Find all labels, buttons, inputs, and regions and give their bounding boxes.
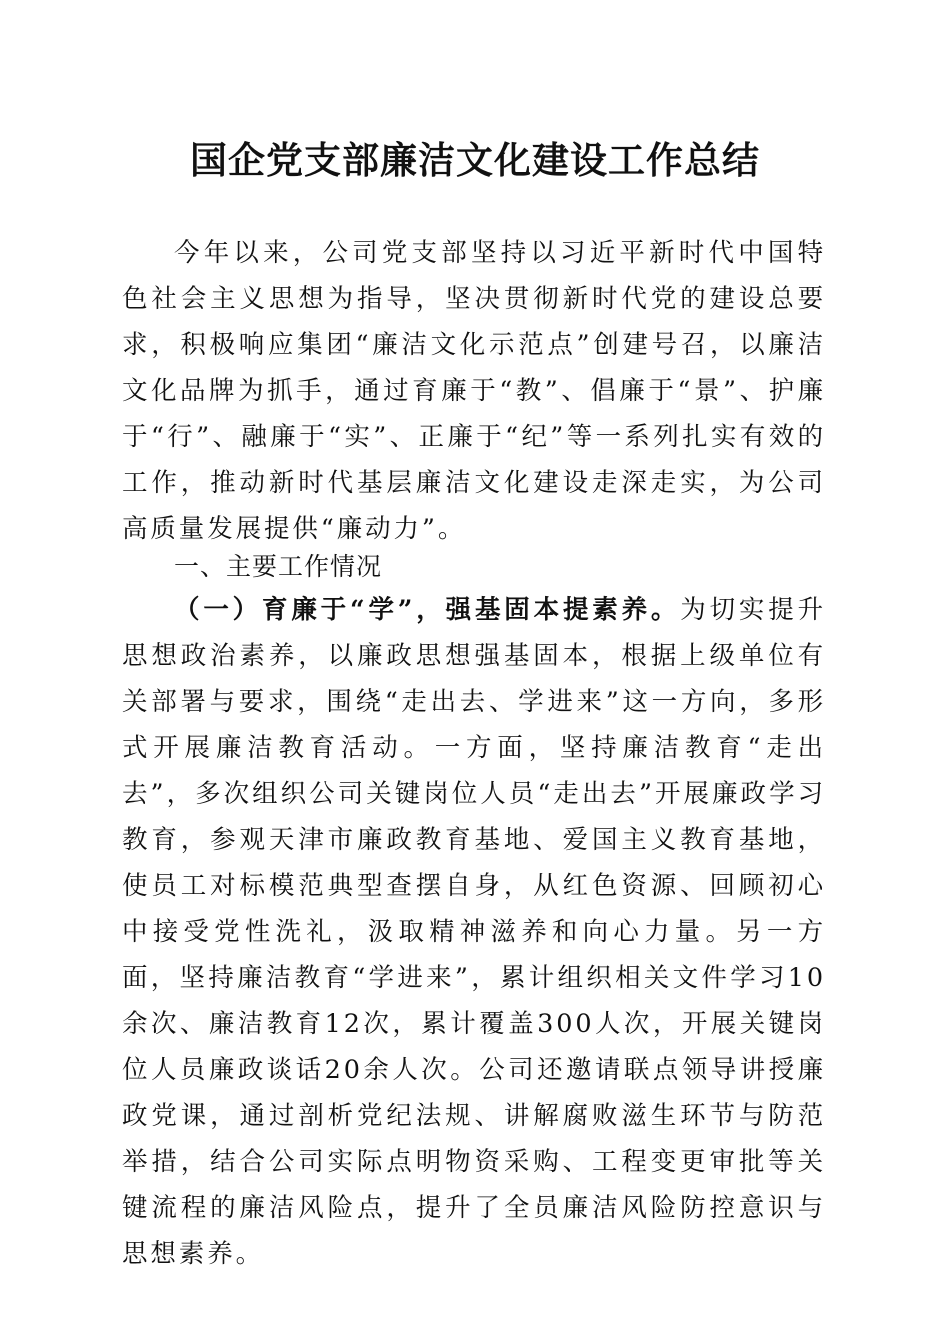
document-title: 国企党支部廉洁文化建设工作总结: [190, 138, 760, 182]
paragraph-lead: （一）育廉于“学”，强基固本提素养。: [174, 595, 681, 625]
body-paragraph: [122, 587, 826, 1277]
paragraph-body: 为切实提升思想政治素养，以廉政思想强基固本，根据上级单位有关部署与要求，围绕“走出去、学进来”这一方向，多形式开展廉洁教育活动。一方面，坚持廉洁教育“走出去”，多次组织公司关键岗位人员“走出去”开展廉政学习教育，参观天津市廉政教育基地、爱国主义教育基地，使员工对标模范典型查摆自身，从红色资源、回顾初心中接受党性洗礼，汲取精神滋养和向心力量。另一方面，坚持廉洁教育“学进来”，累计组织相关文件学习10余次、廉洁教育12次，累计覆盖300人次，开展关键岗位人员廉政谈话20余人次。公司还邀请联点领导讲授廉政党课，通过剖析党纪法规、讲解腐败滋生环节与防范举措，结合公司实际点明物资采购、工程变更审批等关键流程的廉洁风险点，提升了全员廉洁风险防控意识与思想素养。: [122, 595, 826, 1269]
section-heading: 一、主要工作情况: [174, 552, 383, 581]
intro-paragraph: 今年以来，公司党支部坚持以习近平新时代中国特色社会主义思想为指导，坚决贯彻新时代党的建设总要求，积极响应集团“廉洁文化示范点”创建号召，以廉洁文化品牌为抓手，通过育廉于“教”、倡廉于“景”、护廉于“行”、融廉于“实”、正廉于“纪”等一系列扎实有效的工作，推动新时代基层廉洁文化建设走深走实，为公司高质量发展提供“廉动力”。: [122, 238, 826, 544]
